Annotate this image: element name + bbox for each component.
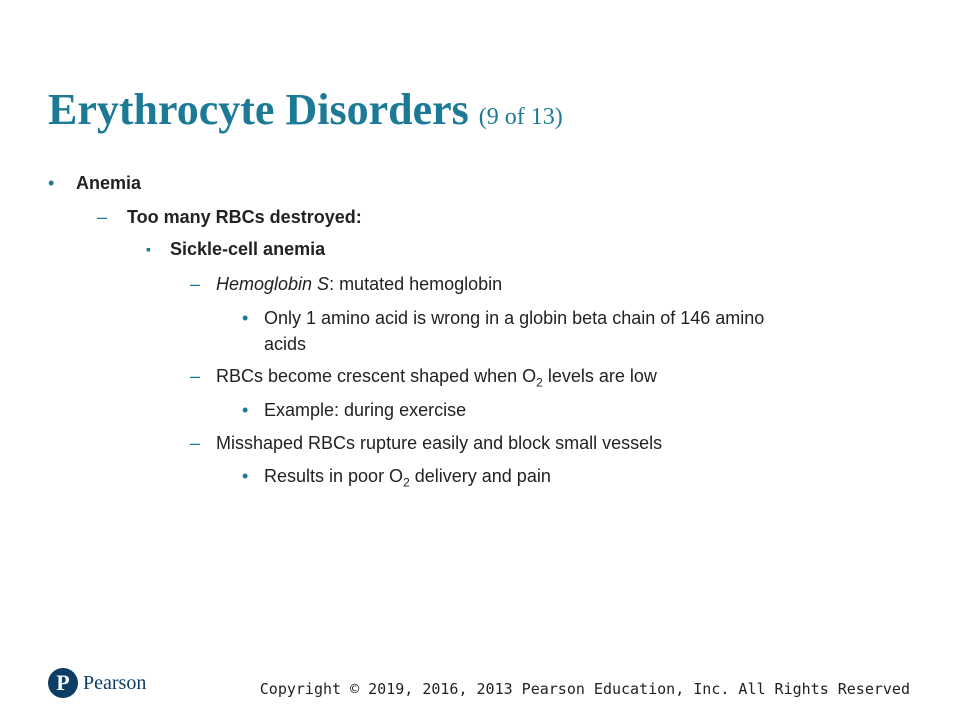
pearson-p-icon: P: [48, 668, 78, 698]
bullet-marker: •: [242, 466, 249, 486]
bullet-poor-delivery: [242, 463, 551, 496]
bullet-anemia: [48, 170, 141, 196]
bullet-text: Too many RBCs destroyed:: [127, 207, 362, 227]
bullet-text-line1: Only 1 amino acid is wrong in a globin beta chain of 146 amino: [264, 308, 765, 328]
bullet-misshaped: [190, 430, 662, 456]
dash-marker: –: [190, 274, 201, 294]
bullet-marker: •: [242, 308, 249, 328]
bullet-rbcs-destroyed: [97, 204, 362, 230]
bullet-text: Example: during exercise: [264, 400, 467, 420]
dash-marker: –: [190, 433, 201, 453]
subscript: 2: [536, 375, 543, 390]
dash-marker: –: [190, 366, 201, 386]
slide-title: [48, 84, 563, 135]
bullet-sickle-cell: [146, 236, 325, 262]
pearson-logo: [48, 668, 146, 698]
bullet-crescent: [190, 363, 657, 396]
bullet-italic-term: Hemoglobin S: [216, 274, 330, 294]
square-marker: ▪: [146, 241, 151, 257]
bullet-text: Results in poor O: [264, 466, 404, 486]
copyright-notice: Copyright © 2019, 2016, 2013 Pearson Education, Inc. All Rights Reserved: [259, 680, 910, 698]
subscript: 2: [403, 475, 410, 490]
bullet-text-line2: acids: [264, 334, 307, 354]
bullet-text: RBCs become crescent shaped when O: [216, 366, 537, 386]
bullet-exercise: [242, 397, 466, 423]
pearson-wordmark: Pearson: [83, 671, 147, 694]
bullet-marker: •: [48, 173, 55, 193]
bullet-text-end: levels are low: [542, 366, 657, 386]
slide-count: (9 of 13): [478, 104, 563, 130]
bullet-text: : mutated hemoglobin: [329, 274, 503, 294]
slide-title-text: Erythrocyte Disorders: [48, 85, 469, 134]
bullet-hemoglobin-s: [190, 271, 502, 297]
bullet-marker: •: [242, 400, 249, 420]
bullet-text: Anemia: [76, 173, 142, 193]
bullet-text: Sickle-cell anemia: [170, 239, 326, 259]
dash-marker: –: [97, 207, 108, 227]
bullet-text: Misshaped RBCs rupture easily and block small vessels: [216, 433, 663, 453]
bullet-text-end: delivery and pain: [409, 466, 551, 486]
bullet-amino-acid: [242, 305, 764, 357]
